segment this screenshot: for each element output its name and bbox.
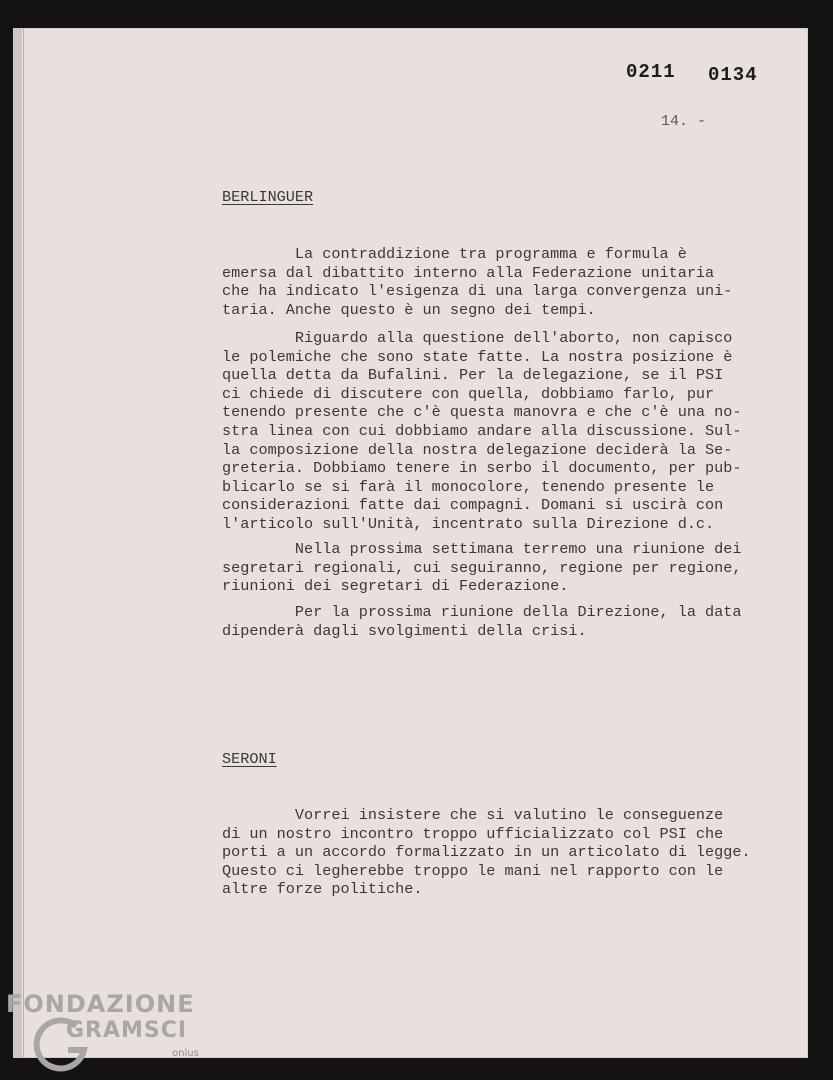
archive-code-right: 0134 <box>708 64 758 86</box>
speaker-heading-seroni: SERONI <box>222 750 277 768</box>
fondazione-gramsci-logo <box>4 990 214 1076</box>
paragraph: Vorrei insistere che si valutino le conseguenze di un nostro incontro troppo ufficializzato col PSI che porti a un accordo formalizzato in un articolato di legge. Questo ci legherebbe troppo le mani nel rapporto con le altre forze politiche. <box>222 806 751 899</box>
page-number: 14. - <box>661 113 707 130</box>
logo-text-gramsci: GRAMSCI <box>66 1018 188 1043</box>
logo-text-fondazione: FONDAZIONE <box>6 990 195 1018</box>
paragraph: Riguardo alla questione dell'aborto, non capisco le polemiche che sono state fatte. La nostra posizione è quella detta da Bufalini. Per la delegazione, se il PSI ci chiede di discutere con quella, dobbiamo farlo, pur tenendo presente che c'è questa manovra e che c'è una no- stra linea con cui dobbiamo andare alla discussione. Sul- la composizione della nostra delegazione deciderà la Se- greteria. Dobbiamo tenere in serbo il documento, per pub- blicarlo se si farà il monocolore, tenendo presente le considerazioni fatte dai compagni. Domani si uscirà con l'articolo sull'Unità, incentrato sulla Direzione d.c. <box>222 329 742 533</box>
paragraph: Nella prossima settimana terremo una riunione dei segretari regionali, cui seguiranno, regione per regione, riunioni dei segretari di Federazione. <box>222 540 742 596</box>
page-left-edge <box>13 28 22 1058</box>
document-page <box>13 28 808 1058</box>
logo-text-onlus: onlus <box>172 1048 199 1059</box>
page-margin-line <box>23 28 24 1058</box>
paragraph: La contraddizione tra programma e formula è emersa dal dibattito interno alla Federazione unitaria che ha indicato l'esigenza di una larga convergenza uni- taria. Anche questo è un segno dei tempi. <box>222 245 733 319</box>
archive-code-left: 0211 <box>626 61 676 83</box>
paragraph: Per la prossima riunione della Direzione, la data dipenderà dagli svolgimenti della crisi. <box>222 603 742 640</box>
speaker-heading-berlinguer: BERLINGUER <box>222 188 314 206</box>
